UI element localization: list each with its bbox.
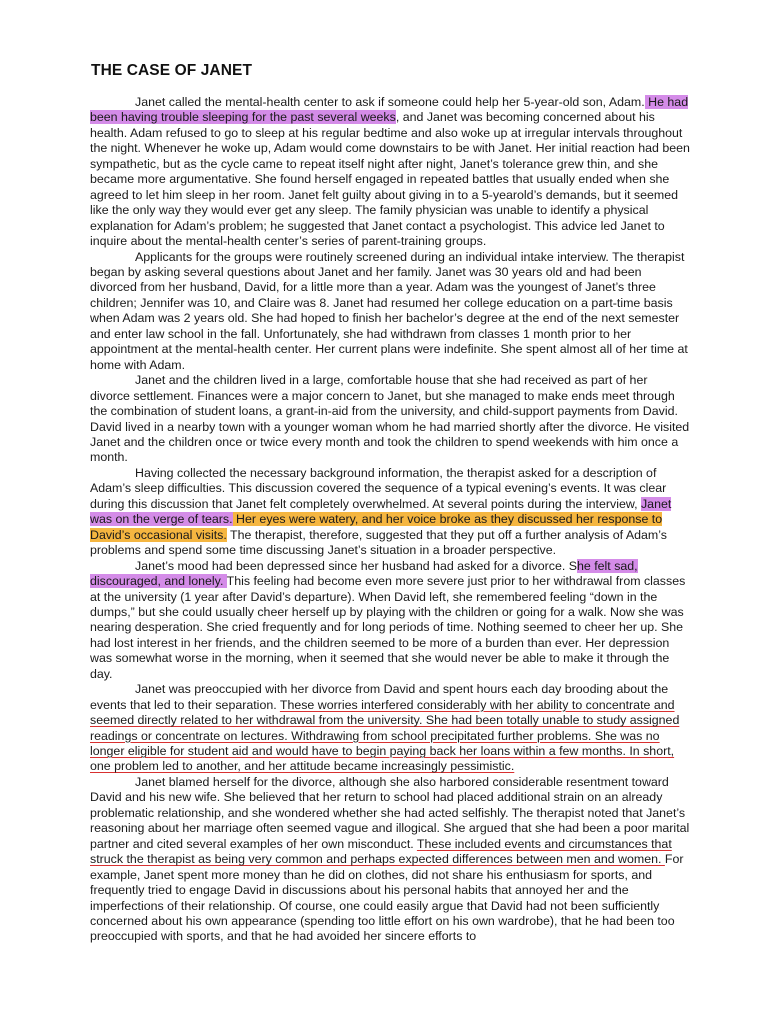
text-segment: For example, Janet spent more money than he did on clothes, did not share his enthusiasm for sports, and frequently tried to engage David in discussions about his personal habits that annoyed her and the imperfections of their relationship. Of course, one could easily argue that David had not been sufficiently concerned about his own appearance (spending too little effort on his own wardrobe), that he had been too preoccupied with sports, and that he had avoided her sincere efforts to — [90, 852, 684, 944]
underlined-text: These worries interfered considerably with her ability to concentrate and seemed directly related to her withdrawal from the university. She had been totally unable to study assigned readings or concentrate on lectures. Withdrawing from school precipitated further problems. She was no longer eligible for student aid and would have to begin paying back her loans within a few months. In short, one problem led to another, and her attitude became increasingly pessimistic. — [90, 697, 680, 774]
paragraph — [90, 682, 690, 775]
paragraph — [90, 250, 690, 374]
text-segment: This feeling had become even more severe just prior to her withdrawal from classes at the university (1 year after David’s departure). When David left, she remembered feeling “down in the dumps,” but she could usually cheer herself up by playing with the children or going for a walk. Now she was nearing desperation. She cried frequently and for long periods of time. Nothing seemed to cheer her up. She had lost interest in her friends, and the children seemed to be more of a burden than ever. Her depression was somewhat worse in the morning, when it seemed that she would never be able to make it through the day. — [90, 574, 686, 681]
highlighted-text: Janet was on the verge of tears. — [90, 496, 672, 527]
text-segment: Janet was preoccupied with her divorce from David and spent hours each day brooding about the events that led to their separation. — [90, 682, 669, 712]
document-title: THE CASE OF JANET — [91, 62, 253, 79]
paragraph — [90, 775, 690, 945]
text-segment: Janet and the children lived in a large, comfortable house that she had received as part of her divorce settlement. Finances were a major concern to Janet, but she managed to make ends meet through the combination of student loans, a grant-in-aid from the university, and child-support payments from David. David lived in a nearby town with a younger woman whom he had married shortly after the divorce. He visited Janet and the children once or twice every month and took the children to spend weekends with him once a month. — [90, 373, 690, 465]
document-body — [90, 95, 690, 945]
text-segment: Janet’s mood had been depressed since her husband had asked for a divorce. S — [135, 558, 577, 573]
text-segment: Janet blamed herself for the divorce, although she also harbored considerable resentment toward David and his new wife. She believed that her return to school had placed additional strain on an already problematic relationship, and she wondered whether she had acted selfishly. The therapist noted that Janet’s reasoning about her marriage often seemed vague and illogical. She argued that she had been a poor marital partner and cited several examples of her own misconduct. — [90, 774, 690, 851]
text-segment: The therapist, therefore, suggested that they put off a further analysis of Adam’s problems and spend some time discussing Janet’s situation in a broader perspective. — [90, 527, 667, 558]
text-segment: Applicants for the groups were routinely screened during an individual intake interview. The therapist began by asking several questions about Janet and her family. Janet was 30 years old and had been divorced from her husband, David, for a little more than a year. Adam was the youngest of Janet’s three children; Jennifer was 10, and Claire was 8. Janet had resumed her college education on a part-time basis when Adam was 2 years old. She had hoped to finish her bachelor’s degree at the end of the next semester and enter law school in the fall. Unfortunately, she had withdrawn from classes 1 month prior to her appointment at the mental-health center. Her current plans were indefinite. She spent almost all of her time at home with Adam. — [90, 249, 688, 372]
paragraph — [90, 559, 690, 683]
underlined-text: These included events and circumstances that struck the therapist as being very common and perhaps expected differences between men and women. — [90, 836, 672, 867]
paragraph — [90, 466, 690, 559]
highlighted-text: Her eyes were watery, and her voice broke as they discussed her response to David’s occasional visits. — [90, 512, 663, 542]
text-segment: Janet called the mental-health center to ask if someone could help her 5-year-old son, Adam. — [135, 95, 645, 109]
highlighted-text: he felt sad, discouraged, and lonely. — [90, 558, 638, 589]
text-segment: , and Janet was becoming concerned about his health. Adam refused to go to sleep at his regular bedtime and also woke up at irregular intervals throughout the night. Whenever he woke up, Adam would come downstairs to be with Janet. Her initial reaction had been sympathetic, but as the cycle came to repeat itself night after night, Janet’s tolerance grew thin, and she became more argumentative. She found herself engaged in repeated battles that usually ended when she agreed to let him sleep in her room. Janet felt guilty about giving in to a 5-yearold’s demands, but it seemed like the only way they would ever get any sleep. The family physician was unable to identify a physical explanation for Adam’s problem; he suggested that Janet contact a psychologist. This advice led Janet to inquire about the mental-health center’s series of parent-training groups. — [90, 110, 690, 249]
paragraph — [90, 373, 690, 466]
text-segment: Having collected the necessary background information, the therapist asked for a description of Adam’s sleep difficulties. This discussion covered the sequence of a typical evening’s events. It was clear during this discussion that Janet felt completely overwhelmed. At several points during the interview, — [90, 465, 667, 511]
highlighted-text: He had been having trouble sleeping for the past several weeks — [90, 95, 689, 125]
paragraph — [90, 95, 690, 250]
